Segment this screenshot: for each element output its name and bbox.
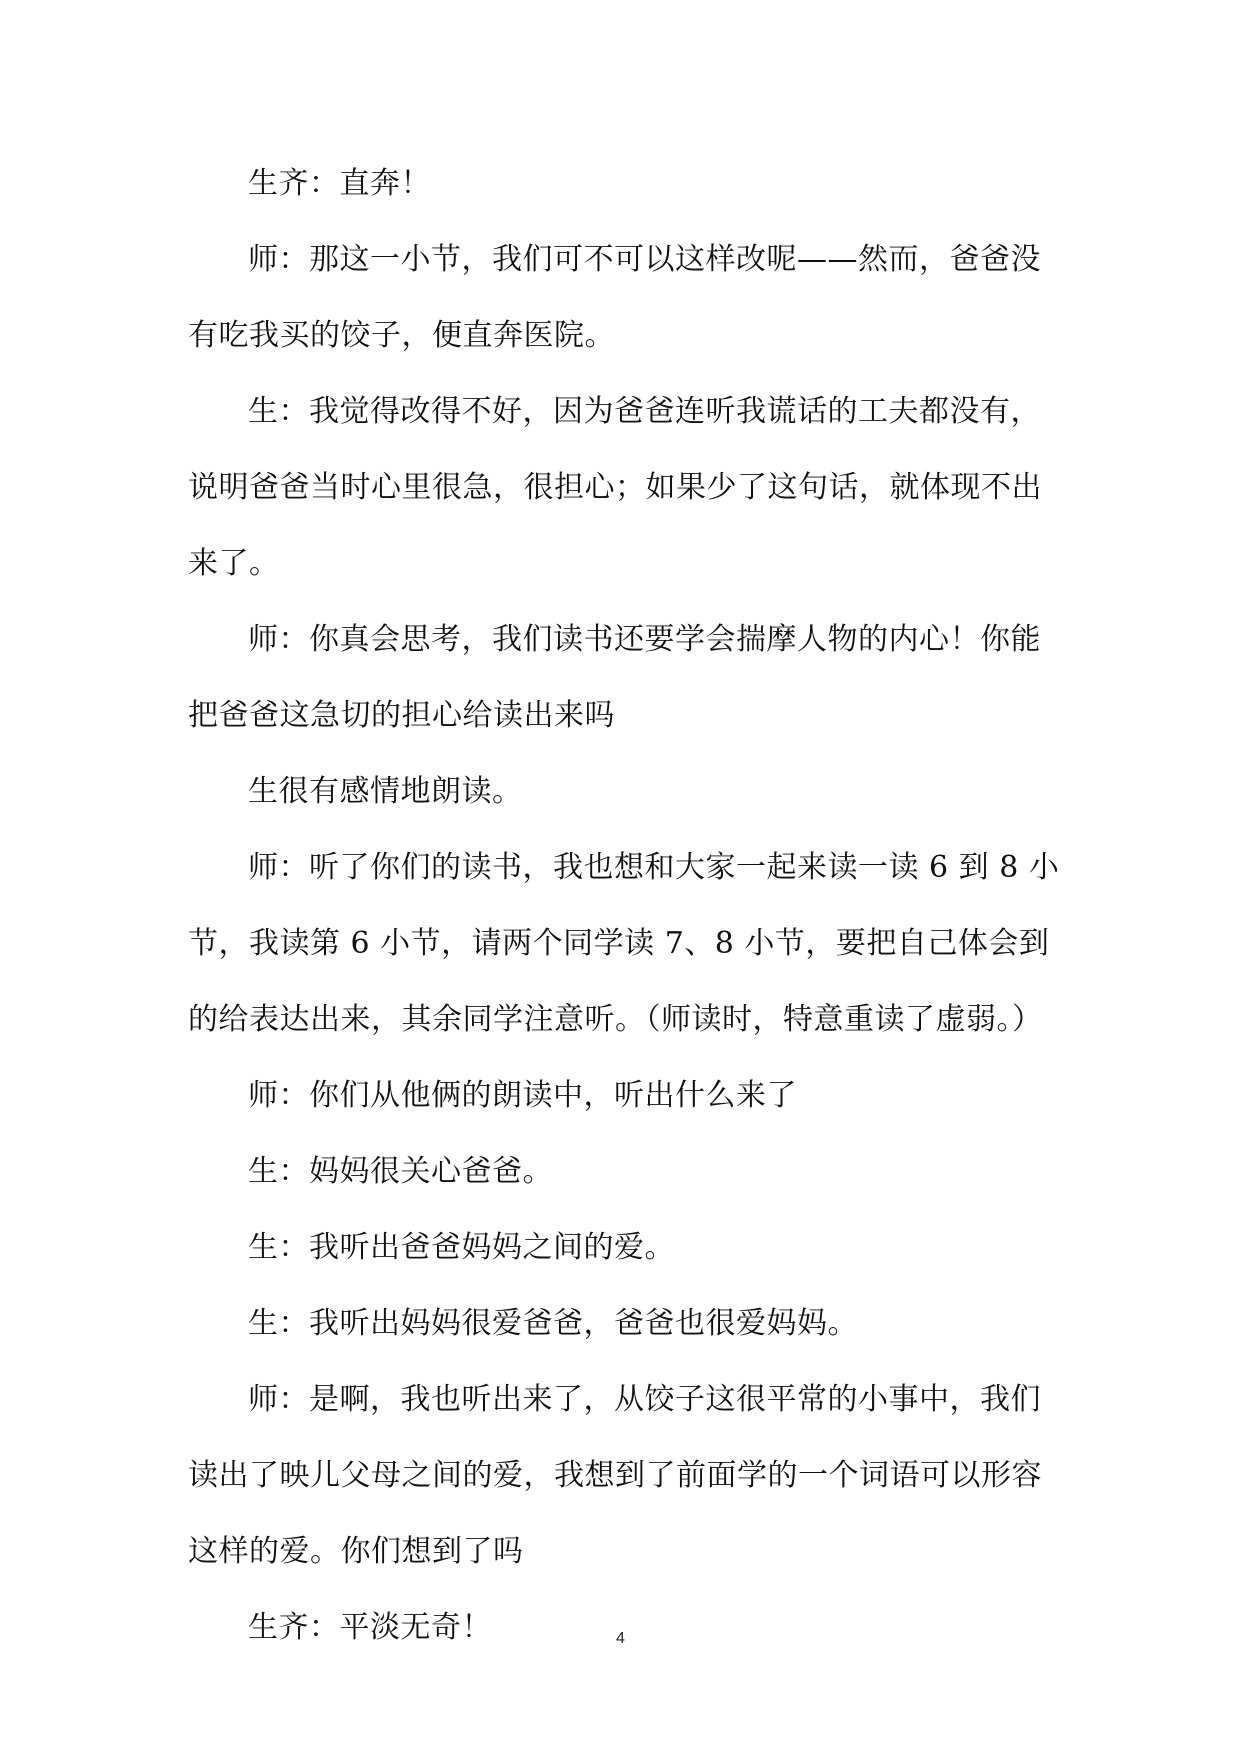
paragraph: 师：听了你们的读书，我也想和大家一起来读一读 6 到 8 小节，我读第 6 小节，请两个同学读 7、8 小节，要把自己体会到的给表达出来，其余同学注意听。（师读时，特意重读了虚弱。）: [188, 850, 1060, 1037]
paragraph: 师：是啊，我也听出来了，从饺子这很平常的小事中，我们读出了映儿父母之间的爱，我想到了前面学的一个词语可以形容这样的爱。你们想到了吗: [188, 1382, 1042, 1569]
paragraph: 生很有感情地朗读。: [248, 774, 523, 809]
paragraph: 师：那这一小节，我们可不可以这样改呢——然而，爸爸没有吃我买的饺子，便直奔医院。: [188, 242, 1041, 353]
paragraph: 生：我听出爸爸妈妈之间的爱。: [248, 1230, 675, 1265]
document-body: [188, 146, 1064, 1666]
paragraph: 师：你真会思考，我们读书还要学会揣摩人物的内心！你能把爸爸这急切的担心给读出来吗: [188, 622, 1041, 733]
paragraph: 生：妈妈很关心爸爸。: [248, 1154, 553, 1189]
paragraph: 生齐：平淡无奇！: [248, 1610, 492, 1645]
paragraph: 师：你们从他俩的朗读中，听出什么来了: [248, 1078, 797, 1113]
paragraph: 生：我觉得改得不好，因为爸爸连听我谎话的工夫都没有，说明爸爸当时心里很急，很担心；如果少了这句话，就体现不出来了。: [188, 394, 1042, 581]
page-number: 4: [616, 1630, 625, 1647]
paragraph: 生齐：直奔！: [248, 166, 431, 201]
paragraph: 生：我听出妈妈很爱爸爸，爸爸也很爱妈妈。: [248, 1306, 858, 1341]
